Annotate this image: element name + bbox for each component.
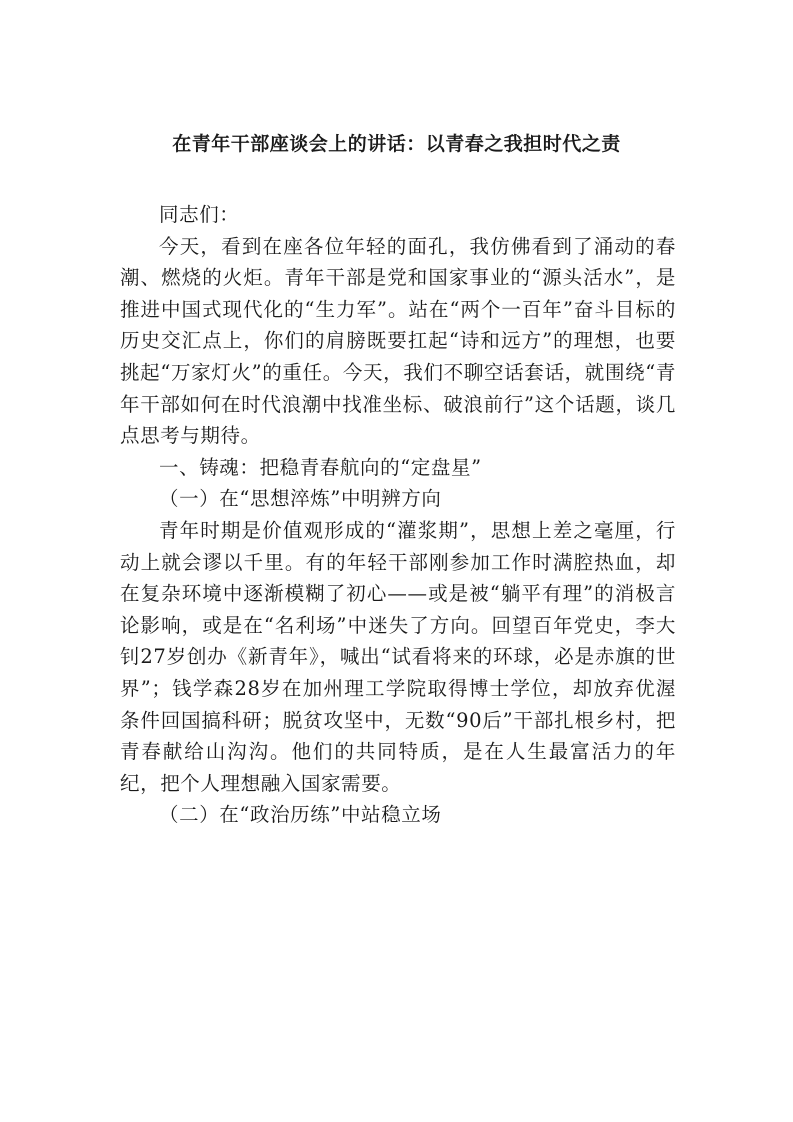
document-title: 在青年干部座谈会上的讲话：以青春之我担时代之责 — [172, 133, 621, 155]
salutation: 同志们： — [159, 203, 240, 226]
paragraph-intro: 今天，看到在座各位年轻的面孔，我仿佛看到了涌动的春潮、燃烧的火炬。青年干部是党和国家事业的“源头活水”，是推进中国式现代化的“生力军”。站在“两个一百年”奋斗目标的历史交汇点上，你们的肩膀既要扛起“诗和远方”的理想，也要挑起“万家灯火”的重任。今天，我们不聊空话套话，就围绕“青年干部如何在时代浪潮中找准坐标、破浪前行”这个话题，谈几点思考与期待。 — [120, 234, 676, 448]
subsection-heading-1: （一）在“思想淬炼”中明辨方向 — [159, 487, 442, 511]
document-body — [120, 199, 676, 831]
subsection-heading-2: （二）在“政治历练”中站稳立场 — [159, 803, 442, 827]
paragraph-thought-tempering: 青年时期是价值观形成的“灌浆期”，思想上差之毫厘，行动上就会谬以千里。有的年轻干部刚参加工作时满腔热血，却在复杂环境中逐渐模糊了初心——或是被“躺平有理”的消极言论影响，或是在“名利场”中迷失了方向。回望百年党史，李大钊27岁创办《新青年》，喊出“试看将来的环球，必是赤旗的世界”；钱学森28岁在加州理工学院取得博士学位，却放弃优渥条件回国搞科研；脱贫攻坚中，无数“90后”干部扎根乡村，把青春献给山沟沟。他们的共同特质，是在人生最富活力的年纪，把个人理想融入国家需要。 — [120, 518, 676, 795]
section-heading-1: 一、铸魂：把稳青春航向的“定盘星” — [159, 455, 482, 479]
